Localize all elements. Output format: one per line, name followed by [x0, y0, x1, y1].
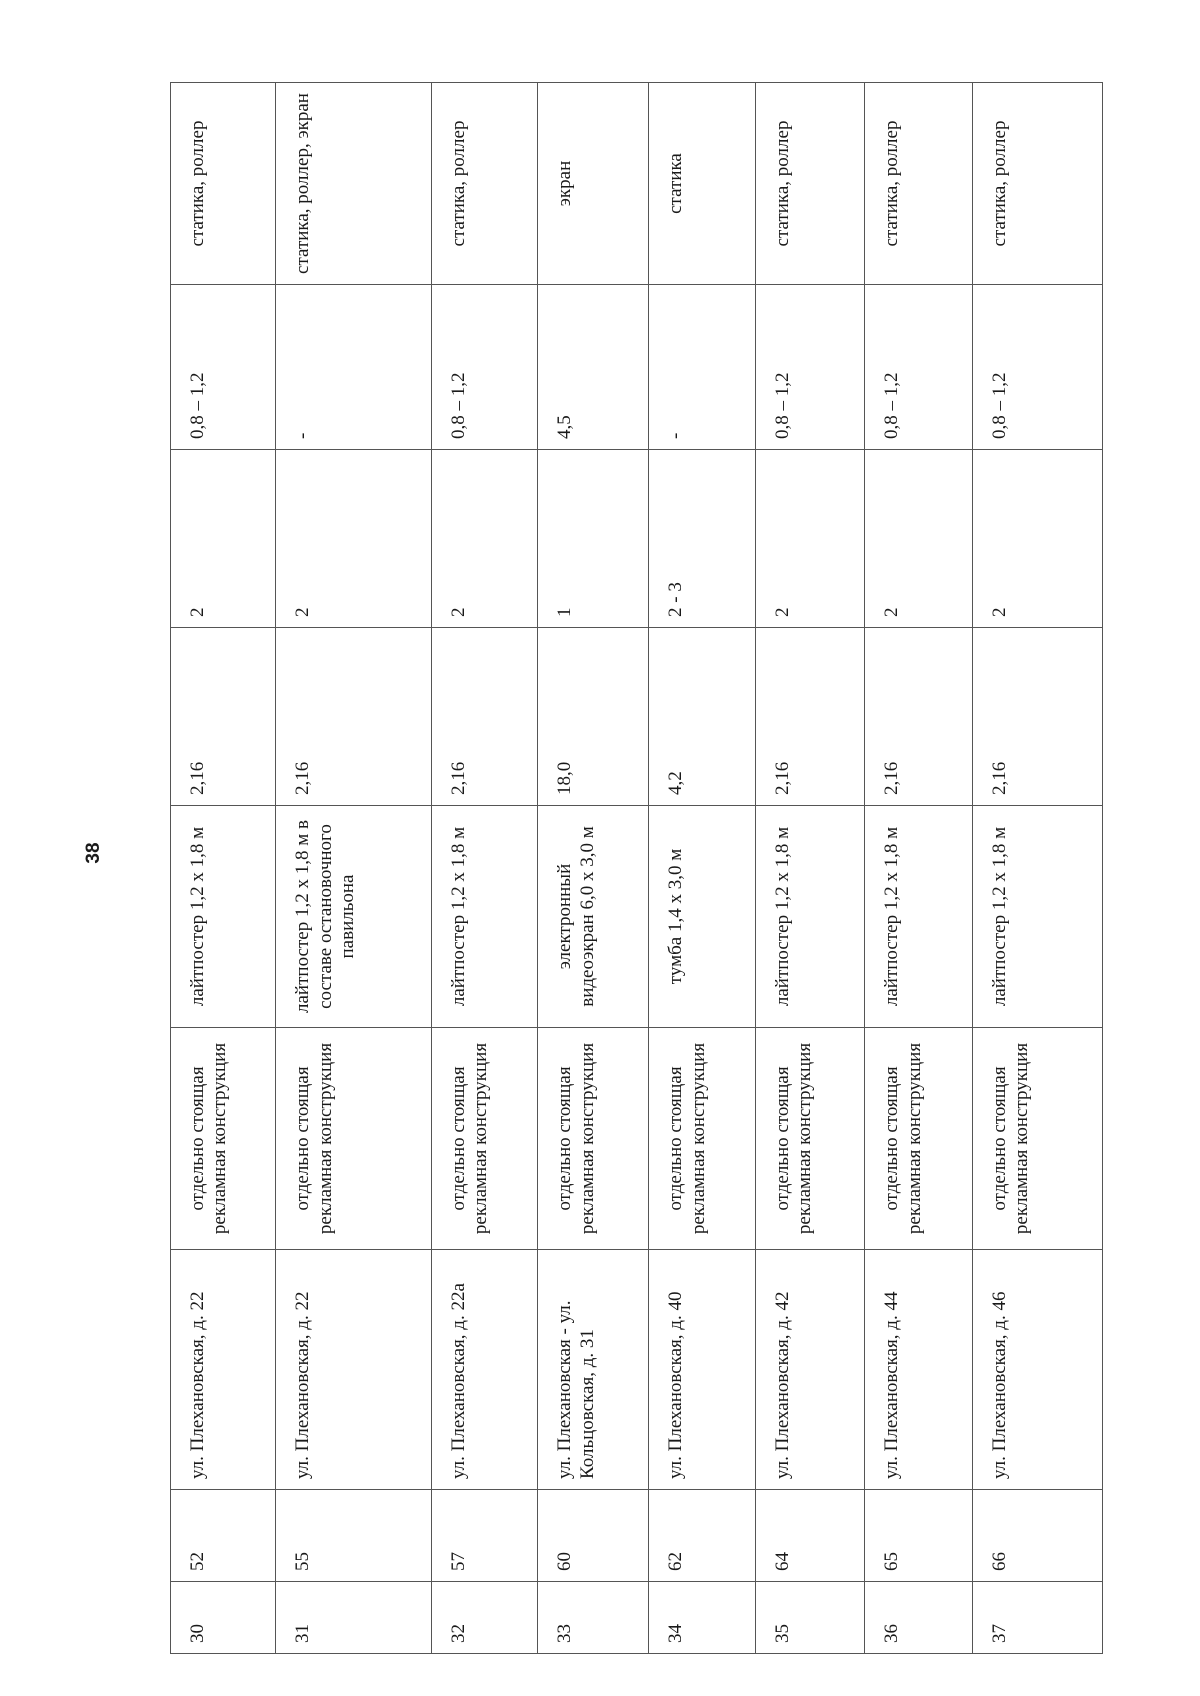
table-row	[538, 83, 649, 1654]
cell-sides: 2	[432, 450, 538, 628]
cell-technology: статика, роллер	[865, 83, 973, 285]
cell-format: тумба 1,4 х 3,0 м	[649, 806, 755, 1028]
cell-address: ул. Плехановская, д. 22	[276, 1250, 432, 1490]
cell-format: лайтпостер 1,2 х 1,8 м	[755, 806, 865, 1028]
cell-sides: 2 - 3	[649, 450, 755, 628]
table-row	[276, 83, 432, 1654]
cell-format: лайтпостер 1,2 х 1,8 м	[432, 806, 538, 1028]
cell-structure-type: отдельно стоящая рекламная конструкция	[432, 1028, 538, 1250]
cell-row-number: 31	[276, 1582, 432, 1654]
cell-structure-type: отдельно стоящая рекламная конструкция	[538, 1028, 649, 1250]
cell-row-number: 34	[649, 1582, 755, 1654]
cell-area: 2,16	[973, 628, 1103, 806]
cell-format: лайтпостер 1,2 х 1,8 м в составе остановочного павильона	[276, 806, 432, 1028]
cell-address: ул. Плехановская, д. 22а	[432, 1250, 538, 1490]
cell-structure-type: отдельно стоящая рекламная конструкция	[171, 1028, 276, 1250]
cell-structure-type: отдельно стоящая рекламная конструкция	[973, 1028, 1103, 1250]
cell-structure-id: 62	[649, 1490, 755, 1582]
cell-interval: -	[649, 285, 755, 450]
table-row	[171, 83, 276, 1654]
cell-row-number: 37	[973, 1582, 1103, 1654]
cell-technology: экран	[538, 83, 649, 285]
cell-structure-type: отдельно стоящая рекламная конструкция	[276, 1028, 432, 1250]
page-number: 38	[83, 842, 104, 864]
cell-interval: -	[276, 285, 432, 450]
cell-format: электронный видеоэкран 6,0 х 3,0 м	[538, 806, 649, 1028]
cell-structure-id: 64	[755, 1490, 865, 1582]
cell-sides: 2	[755, 450, 865, 628]
table-row	[432, 83, 538, 1654]
cell-area: 2,16	[432, 628, 538, 806]
cell-interval: 0,8 – 1,2	[171, 285, 276, 450]
cell-address: ул. Плехановская, д. 22	[171, 1250, 276, 1490]
cell-structure-id: 57	[432, 1490, 538, 1582]
cell-technology: статика, роллер	[755, 83, 865, 285]
cell-area: 2,16	[755, 628, 865, 806]
cell-interval: 0,8 – 1,2	[432, 285, 538, 450]
cell-sides: 2	[865, 450, 973, 628]
cell-row-number: 36	[865, 1582, 973, 1654]
cell-row-number: 30	[171, 1582, 276, 1654]
cell-row-number: 32	[432, 1582, 538, 1654]
cell-interval: 0,8 – 1,2	[973, 285, 1103, 450]
cell-interval: 4,5	[538, 285, 649, 450]
cell-structure-id: 65	[865, 1490, 973, 1582]
cell-address: ул. Плехановская, д. 46	[973, 1250, 1103, 1490]
table-row	[755, 83, 865, 1654]
cell-structure-type: отдельно стоящая рекламная конструкция	[755, 1028, 865, 1250]
cell-sides: 2	[171, 450, 276, 628]
cell-interval: 0,8 – 1,2	[755, 285, 865, 450]
rotated-table-container	[170, 83, 1103, 1654]
cell-sides: 1	[538, 450, 649, 628]
cell-sides: 2	[276, 450, 432, 628]
cell-structure-id: 60	[538, 1490, 649, 1582]
cell-row-number: 35	[755, 1582, 865, 1654]
cell-technology: статика, роллер	[171, 83, 276, 285]
cell-area: 2,16	[865, 628, 973, 806]
cell-sides: 2	[973, 450, 1103, 628]
table-row	[649, 83, 755, 1654]
cell-address: ул. Плехановская, д. 44	[865, 1250, 973, 1490]
cell-format: лайтпостер 1,2 х 1,8 м	[865, 806, 973, 1028]
cell-format: лайтпостер 1,2 х 1,8 м	[973, 806, 1103, 1028]
cell-technology: статика, роллер	[973, 83, 1103, 285]
cell-row-number: 33	[538, 1582, 649, 1654]
cell-format: лайтпостер 1,2 х 1,8 м	[171, 806, 276, 1028]
cell-structure-id: 55	[276, 1490, 432, 1582]
cell-area: 2,16	[171, 628, 276, 806]
table-row	[865, 83, 973, 1654]
cell-technology: статика, роллер, экран	[276, 83, 432, 285]
cell-technology: статика, роллер	[432, 83, 538, 285]
cell-technology: статика	[649, 83, 755, 285]
cell-structure-id: 52	[171, 1490, 276, 1582]
cell-address: ул. Плехановская - ул. Кольцовская, д. 31	[538, 1250, 649, 1490]
table-row	[973, 83, 1103, 1654]
cell-address: ул. Плехановская, д. 42	[755, 1250, 865, 1490]
cell-structure-type: отдельно стоящая рекламная конструкция	[649, 1028, 755, 1250]
cell-address: ул. Плехановская, д. 40	[649, 1250, 755, 1490]
table-wrapper	[170, 83, 1103, 1654]
cell-structure-type: отдельно стоящая рекламная конструкция	[865, 1028, 973, 1250]
cell-structure-id: 66	[973, 1490, 1103, 1582]
cell-area: 18,0	[538, 628, 649, 806]
cell-area: 2,16	[276, 628, 432, 806]
cell-area: 4,2	[649, 628, 755, 806]
advertising-structures-table	[170, 82, 1103, 1654]
cell-interval: 0,8 – 1,2	[865, 285, 973, 450]
